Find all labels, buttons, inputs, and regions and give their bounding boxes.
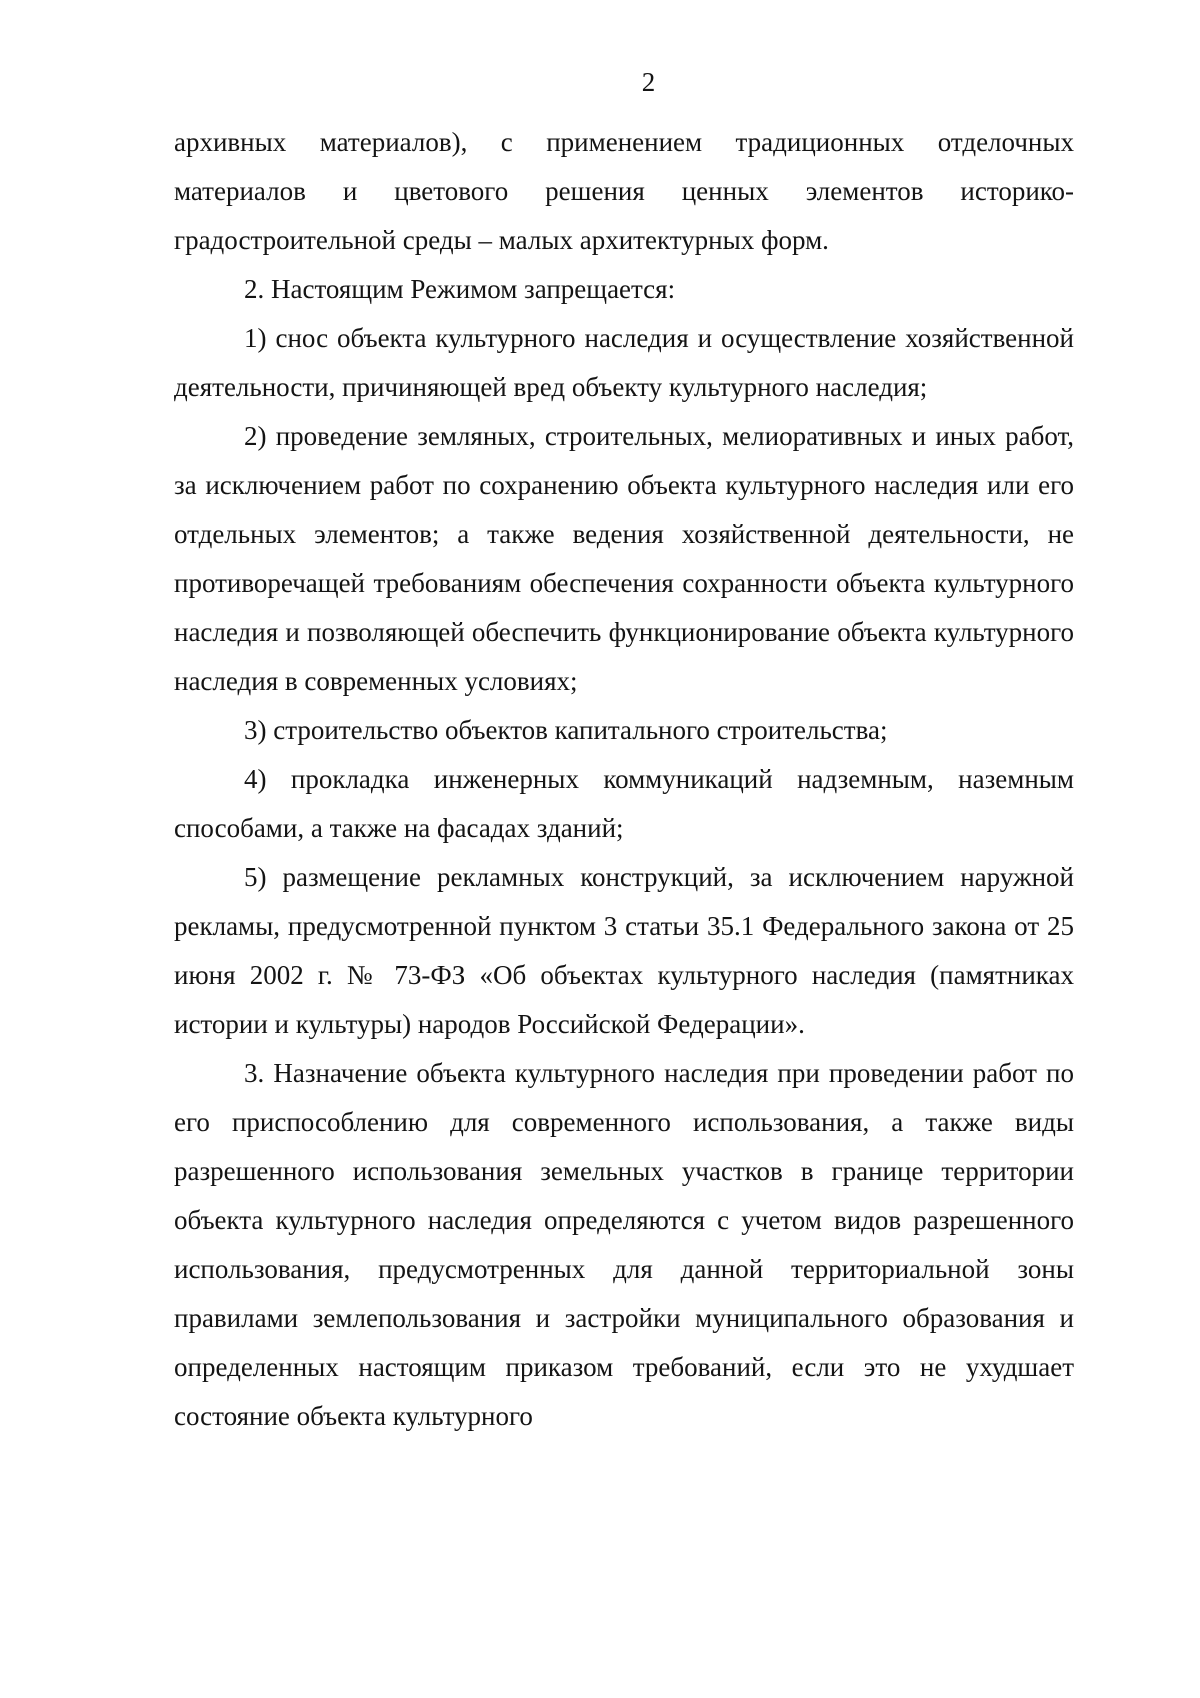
paragraph-section-3: 3. Назначение объекта культурного наследия при проведении работ по его приспособлению для современного использования, а также виды разрешенного использования земельных участков в границе территории объекта культурного наследия определяются с учетом видов разрешенного использования, предусмотренных для данной территориальной зоны правилами землепользования и застройки муниципального образования и определенных настоящим приказом требований, если это не ухудшает состояние объекта культурного bbox=[174, 1058, 1074, 1431]
list-item-2: 2) проведение земляных, строительных, мелиоративных и иных работ, за исключением работ по сохранению объекта культурного наследия или его отдельных элементов; а также ведения хозяйственной деятельности, не противоречащей требованиям обеспечения сохранности объекта культурного наследия и позволяющей обеспечить функционирование объекта культурного наследия в современных условиях; bbox=[174, 421, 1074, 696]
list-item-1: 1) снос объекта культурного наследия и осуществление хозяйственной деятельности, причиняющей вред объекту культурного наследия; bbox=[174, 323, 1074, 402]
page-number: 2 bbox=[641, 67, 656, 97]
list-item-3: 3) строительство объектов капитального строительства; bbox=[244, 715, 888, 745]
paragraph-continuation: архивных материалов), с применением традиционных отделочных материалов и цветового решения ценных элементов историко-градостроительной среды – малых архитектурных форм. bbox=[174, 127, 1074, 255]
paragraph-section-2-heading: 2. Настоящим Режимом запрещается: bbox=[244, 274, 676, 304]
list-item-4: 4) прокладка инженерных коммуникаций надземным, наземным способами, а также на фасадах зданий; bbox=[174, 764, 1074, 843]
document-body bbox=[174, 118, 1074, 1441]
list-item-5: 5) размещение рекламных конструкций, за исключением наружной рекламы, предусмотренной пунктом 3 статьи 35.1 Федерального закона от 25 июня 2002 г. № 73-ФЗ «Об объектах культурного наследия (памятниках истории и культуры) народов Российской Федерации». bbox=[174, 862, 1074, 1039]
